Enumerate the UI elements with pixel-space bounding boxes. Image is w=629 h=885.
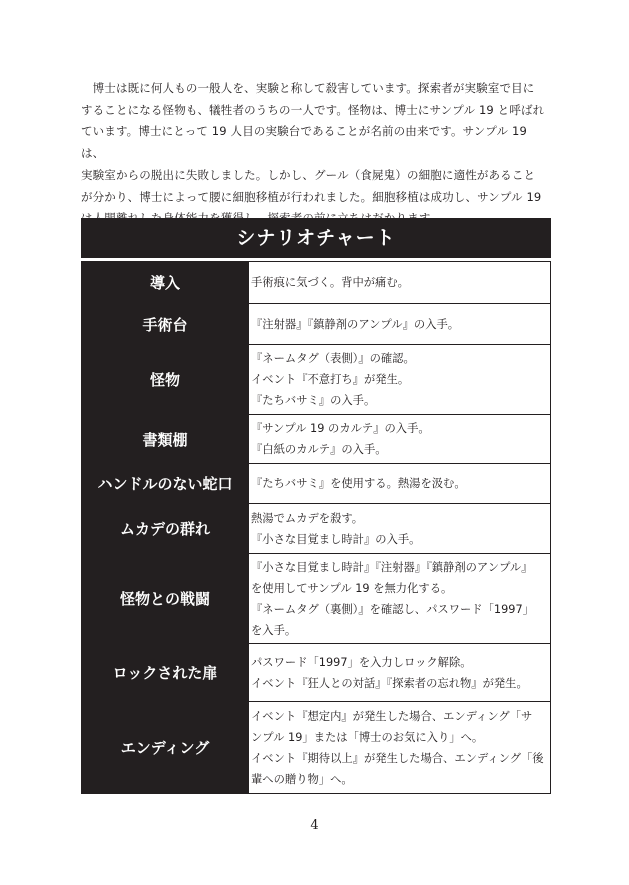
chart-row-operating-table [81,303,551,344]
description-line: 『小さな目覚まし時計』『注射器』『鎮静剤のアンプル』 [251,560,533,574]
row-label: ハンドルのない蛇口 [81,463,249,503]
row-description [249,643,551,701]
row-label: エンディング [81,701,249,794]
description-line: パスワード「1997」を入力しロック解除。 [251,655,472,669]
row-description [249,553,551,643]
chart-title: シナリオチャート [81,218,551,258]
description-line: を使用してサンプル 19 を無力化する。 [251,581,453,595]
description-line: 『サンプル 19 のカルテ』の入手。 [251,422,430,435]
description-line: 『たちバサミ』の入手。 [251,394,376,407]
intro-line: することになる怪物も、犠牲者のうちの一人です。怪物は、博士にサンプル 19 と呼ばれ [81,102,545,117]
chart-row-faucet [81,463,551,503]
chart-row-locked-door [81,643,551,701]
chart-row-centipedes [81,503,551,553]
row-label: ロックされた扉 [81,643,249,701]
description-line: イベント『期待以上』が発生した場合、エンディング「後 [251,751,544,765]
chart-row-monster-battle [81,553,551,643]
row-description [249,701,551,794]
row-description [249,503,551,553]
description-line: 輩への贈り物」へ。 [251,772,353,786]
intro-line: 博士は既に何人もの一般人を、実験と称して殺害しています。探索者が実験室で目に [81,81,535,95]
description-line: 『ネームタグ（裏側）』を確認し、パスワード「1997」 [251,602,534,616]
chart-row-monster [81,344,551,414]
description-line: 『注射器』『鎮静剤のアンプル』の入手。 [251,317,460,331]
row-label: ムカデの群れ [81,503,249,553]
intro-line: 実験室からの脱出に失敗しました。しかし、グール（食屍鬼）の細胞に適性があること [81,167,536,182]
row-description [249,303,551,344]
description-line: 手術痕に気づく。背中が痛む。 [251,276,409,289]
description-line: イベント『想定内』が発生した場合、エンディング「サ [251,709,533,723]
row-description [249,463,551,503]
description-line: 『白紙のカルテ』の入手。 [251,443,387,456]
intro-paragraph [81,78,553,230]
scenario-chart [81,218,551,794]
description-line: 『ネームタグ（表側）』の確認。 [251,352,415,365]
description-line: 熱湯でムカデを殺す。 [251,511,364,525]
row-description [249,344,551,414]
row-description [249,261,551,303]
description-line: 『小さな目覚まし時計』の入手。 [251,532,421,546]
page-number: 4 [310,818,319,833]
chart-row-intro [81,261,551,303]
chart-row-bookshelf [81,414,551,463]
description-line: イベント『狂人との対話』『探索者の忘れ物』が発生。 [251,676,528,690]
description-line: イベント『不意打ち』が発生。 [251,373,410,386]
row-label: 怪物 [81,344,249,414]
description-line: を入手。 [251,623,297,637]
row-description [249,414,551,463]
row-label: 手術台 [81,303,249,344]
chart-row-ending [81,701,551,794]
description-line: 『たちバサミ』を使用する。熱湯を汲む。 [251,477,466,490]
row-label: 書類棚 [81,414,249,463]
intro-line: ています。博士にとって 19 人目の実験台であることが名前の由来です。サンプル 19 は、 [81,124,527,161]
row-label: 導入 [81,261,249,303]
intro-line: が分かり、博士によって腰に細胞移植が行われました。細胞移植は成功し、サンプル 19 [81,189,542,204]
description-line: ンプル 19」または「博士のお気に入り」へ。 [251,730,484,744]
row-label: 怪物との戦闘 [81,553,249,643]
